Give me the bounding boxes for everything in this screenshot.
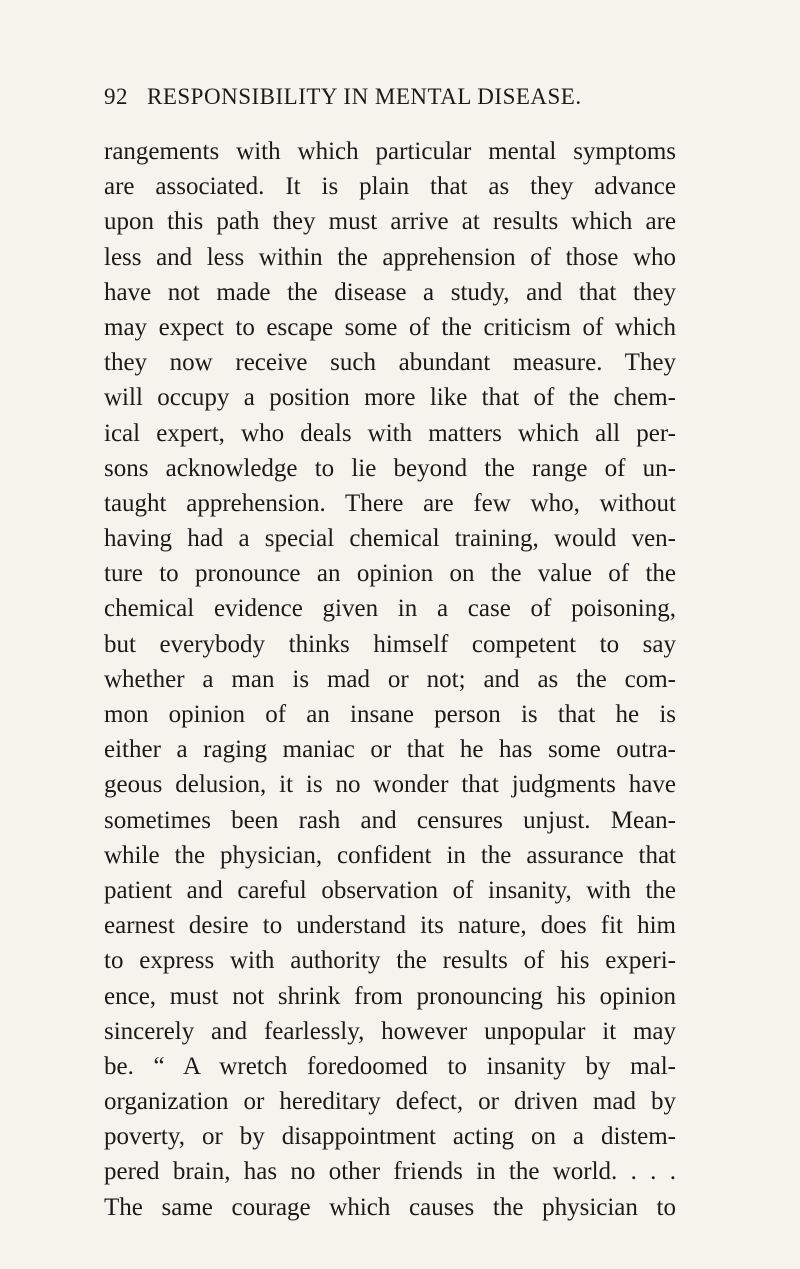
text-line: less and less within the apprehension of those who bbox=[104, 243, 676, 271]
text-line: ture to pronounce an opinion on the value of the bbox=[104, 560, 676, 588]
running-head bbox=[104, 84, 674, 112]
text-line: poverty, or by disappointment acting on a distem- bbox=[104, 1123, 676, 1151]
text-line: ence, must not shrink from pronouncing his opinion bbox=[104, 982, 676, 1010]
text-line: will occupy a position more like that of the chem- bbox=[104, 384, 676, 412]
text-line: having had a special chemical training, would ven- bbox=[104, 525, 676, 553]
text-line: have not made the disease a study, and that they bbox=[104, 278, 676, 306]
text-line: sincerely and fearlessly, however unpopular it may bbox=[104, 1017, 676, 1045]
page-number: 92 bbox=[104, 84, 128, 109]
text-line: earnest desire to understand its nature, does fit him bbox=[104, 912, 676, 940]
text-line: ical expert, who deals with matters which all per- bbox=[104, 419, 676, 447]
text-line: pered brain, has no other friends in the world. . . . bbox=[104, 1158, 676, 1186]
text-line: upon this path they must arrive at results which are bbox=[104, 208, 676, 236]
text-line: be. “ A wretch foredoomed to insanity by mal- bbox=[104, 1052, 676, 1080]
text-line: while the physician, confident in the assurance that bbox=[104, 841, 676, 869]
text-line: rangements with which particular mental symptoms bbox=[104, 138, 676, 165]
text-line: taught apprehension. There are few who, without bbox=[104, 489, 676, 517]
text-line: geous delusion, it is no wonder that judgments have bbox=[104, 771, 676, 799]
text-line: mon opinion of an insane person is that he is bbox=[104, 701, 676, 728]
text-line: sometimes been rash and censures unjust. Mean- bbox=[104, 806, 676, 834]
text-line: either a raging maniac or that he has some outra- bbox=[104, 736, 676, 764]
text-line: chemical evidence given in a case of poisoning, bbox=[104, 595, 676, 623]
text-line: they now receive such abundant measure. They bbox=[104, 349, 676, 377]
text-line: to express with authority the results of his experi- bbox=[104, 947, 676, 975]
text-line: may expect to escape some of the criticism of which bbox=[104, 313, 676, 341]
text-line: organization or hereditary defect, or driven mad by bbox=[104, 1088, 676, 1116]
text-line: but everybody thinks himself competent to say bbox=[104, 630, 676, 658]
text-line: are associated. It is plain that as they advance bbox=[104, 173, 676, 201]
text-line: whether a man is mad or not; and as the com- bbox=[104, 665, 676, 693]
text-line: patient and careful observation of insanity, with the bbox=[104, 876, 676, 904]
text-line: sons acknowledge to lie beyond the range of un- bbox=[104, 454, 676, 482]
body-text bbox=[104, 134, 676, 1225]
text-line: The same courage which causes the physician to bbox=[104, 1193, 676, 1221]
running-title: RESPONSIBILITY IN MENTAL DISEASE. bbox=[147, 84, 582, 109]
